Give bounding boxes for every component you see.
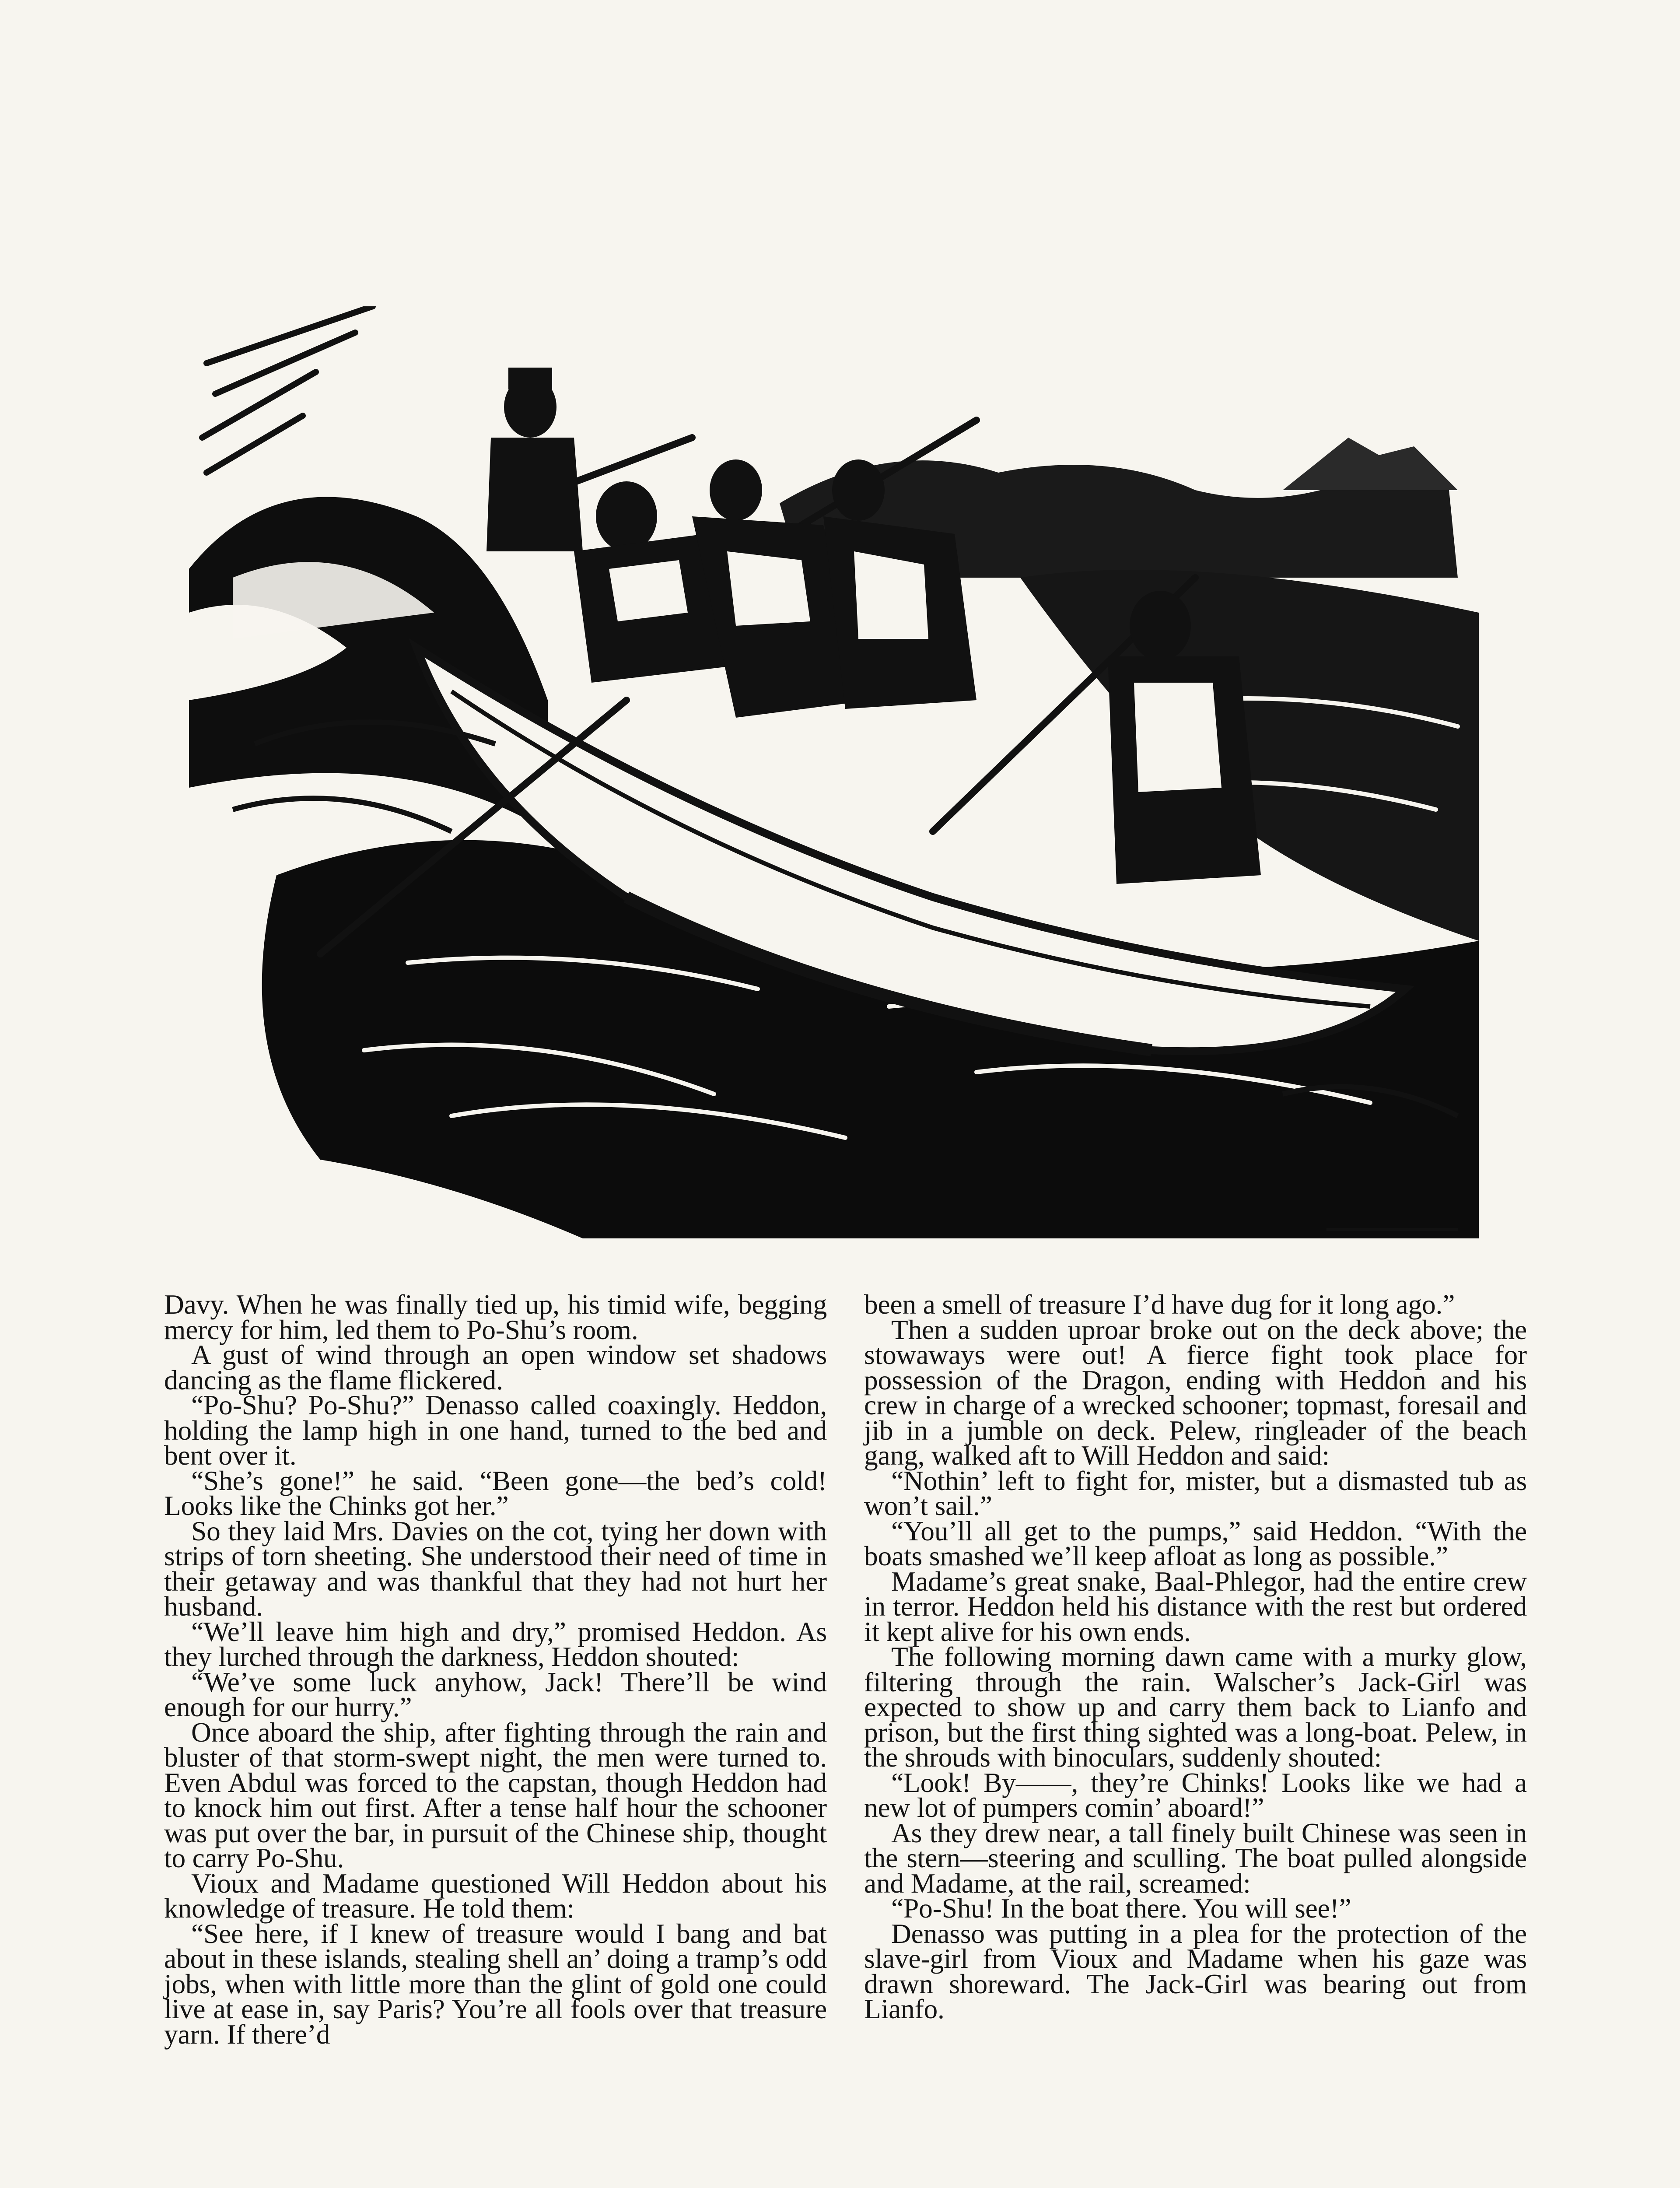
paragraph: “She’s gone!” he said. “Been gone—the bed’s cold! Looks like the Chinks got her.” [164, 1465, 827, 1521]
paragraph: As they drew near, a tall finely built Chinese was seen in the stern—steering and sculling. The boat pulled alongside and Madame, at the rail, screamed: [864, 1817, 1527, 1899]
paragraph: “We’ve some luck anyhow, Jack! There’ll be wind enough for our hurry.” [164, 1666, 827, 1722]
paragraph: “Po-Shu! In the boat there. You will see!” [891, 1893, 1351, 1924]
paragraph: Then a sudden uproar broke out on the deck above; the stowaways were out! A fierce fight took place for possession of the Dragon, ending with Heddon and his crew in charge of a wrecked schooner; topmast, foresail and jib in a jumble on deck. Pelew, ringleader of the beach gang, walked aft to Will Heddon and said: [864, 1314, 1527, 1471]
article-column-right [864, 1289, 1527, 2024]
paragraph: “Look! By——, they’re Chinks! Looks like we had a new lot of pumpers comin’ aboard!” [864, 1767, 1527, 1823]
article-column-left [164, 1289, 827, 2050]
paragraph: So they laid Mrs. Davies on the cot, tying her down with strips of torn sheeting. She understood their need of time in their getaway and was thankful that they had not hurt her husband. [164, 1515, 827, 1622]
paragraph: A gust of wind through an open window set shadows dancing as the flame flickered. [164, 1339, 827, 1396]
paragraph: The following morning dawn came with a murky glow, filtering through the rain. Walscher’s Jack-Girl was expected to show up and carry them back to Lianfo and prison, but the first thing sighted was a long-boat. Pelew, in the shrouds with binoculars, suddenly shouted: [864, 1641, 1527, 1773]
paragraph: been a smell of treasure I’d have dug for it long ago.” [864, 1289, 1455, 1320]
paragraph: “Po-Shu? Po-Shu?” Denasso called coaxingly. Heddon, holding the lamp high in one hand, turned to the bed and bent over it. [164, 1389, 827, 1471]
paragraph: Denasso was putting in a plea for the protection of the slave-girl from Vioux and Madame when his gaze was drawn shoreward. The Jack-Girl was bearing out from Lianfo. [864, 1918, 1527, 2024]
rowboat-storm-drawing [189, 306, 1479, 1238]
paragraph: Vioux and Madame questioned Will Heddon about his knowledge of treasure. He told them: [164, 1867, 827, 1924]
paragraph: “See here, if I knew of treasure would I bang and bat about in these islands, stealing shell an’ doing a tramp’s odd jobs, when with little more than the glint of gold one could live at ease in, say Paris? You’re all fools over that treasure yarn. If there’d [164, 1918, 827, 2050]
paragraph: “We’ll leave him high and dry,” promised Heddon. As they lurched through the darkness, Heddon shouted: [164, 1616, 827, 1672]
paragraph: “You’ll all get to the pumps,” said Heddon. “With the boats smashed we’ll keep afloat as long as possible.” [864, 1515, 1527, 1571]
paragraph: Davy. When he was finally tied up, his timid wife, begging mercy for him, led them to Po-Shu’s room. [164, 1289, 827, 1345]
paragraph: Once aboard the ship, after fighting through the rain and bluster of that storm-swept night, the men were turned to. Even Abdul was forced to the capstan, though Heddon had to knock him out first. After a tense half hour the schooner was put over the bar, in pursuit of the Chinese ship, thought to carry Po-Shu. [164, 1716, 827, 1873]
boat-illustration [189, 306, 1479, 1238]
article-body [164, 1289, 1529, 2188]
paragraph: “Nothin’ left to fight for, mister, but a dismasted tub as won’t sail.” [864, 1465, 1527, 1521]
paragraph: Madame’s great snake, Baal-Phlegor, had the entire crew in terror. Heddon held his distance with the rest but ordered it kept alive for his own ends. [864, 1565, 1527, 1647]
